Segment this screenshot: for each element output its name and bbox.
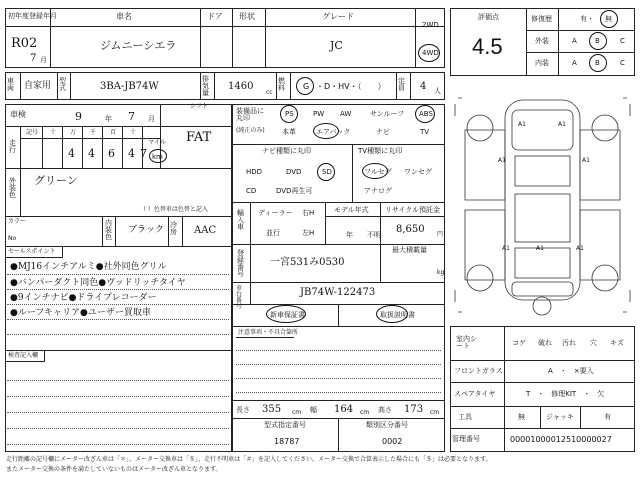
tools-value: 無 [518,413,525,421]
mileage-digit-3: 4 [128,147,135,160]
grade-value: JC [330,39,343,52]
footer-line-2: またメーター交換の条件を満たしていないものはメーター改ざん車となります。 [6,466,222,473]
length-label: 長さ [236,406,250,414]
ext-label: 外装 [535,37,549,45]
type-num-value: 18787 [274,437,300,446]
drive-4wd-circle [418,44,440,62]
notes-label: 注意事項・不具合箇所 [238,329,299,336]
model-year-label: モデル年式 [334,206,369,214]
exterior-label: 外装色 [9,177,16,199]
equip-aw: AW [340,110,352,118]
chassis-label: 車台番号 [236,285,243,310]
navi-dvd: DVD [286,168,302,176]
repair-label: 修復歴 [531,15,552,23]
reg-year: R02 [11,36,38,51]
equipment-label: 装備品に丸印 [236,107,264,122]
repair-no: 無 [605,15,612,23]
shape-label: 形状 [239,12,255,21]
equip-airbag-circle [313,123,339,139]
fuel-label: 燃料 [278,77,285,92]
mgmt-value: 0000100001251000002​7 [510,435,612,444]
mark-a1-4: A1 [502,245,510,252]
height-cm: cm [430,409,440,416]
ext-b-circle [589,32,607,50]
km-unit: km [152,153,163,161]
repair-yes: 有・ [580,15,594,23]
model-value: 3BA-JB74W [100,81,159,92]
tv-oneseg: ワンセグ [404,168,432,176]
recycle-value: 8,650 [396,224,425,235]
exterior-note: （ ）色替車は色替と記入 [140,206,208,213]
equip-ps: PS [285,110,294,118]
mileage-header-5: 十 [130,129,137,136]
seat-label: 室内シート [456,335,477,350]
mileage-header-4: 百 [110,129,117,136]
mileage-header-1: 十 [50,129,57,136]
door-label: ドア [207,12,223,21]
length-value: 355 [262,404,282,415]
ext-a: A [572,37,577,45]
width-value: 164 [334,404,354,415]
shift-value: FAT [186,130,212,145]
car-name: ジムニーシエラ [100,39,177,52]
seat-item-4: キズ [610,339,624,347]
use-value: 自家用 [24,81,52,91]
score-value: 4.5 [472,34,503,59]
inspection-month: 7 [128,110,135,123]
drive-2wd: 2WD [422,21,439,29]
capacity-label: 定員 [398,77,405,92]
car-name-label: 車名 [116,12,132,21]
exterior-color: グリーン [34,174,78,187]
int-c: C [620,59,625,67]
color-no-label: カラー [8,218,27,225]
warranty-circle [266,305,306,323]
model-year-value: 年 不明 [346,231,381,239]
mileage-header-6: マイル [148,139,166,146]
int-color-label: 内装色 [105,219,112,241]
equipment-sub: (純正のみ) [236,127,265,134]
max-load-label: 最大積載量 [392,246,427,254]
seat-item-0: コゲ [512,339,526,347]
mileage-header-3: 千 [90,129,97,136]
cc-unit: cc [266,89,273,96]
ext-c: C [620,37,625,45]
reg-number-label: 登録番号 [237,249,244,278]
manual-circle [376,305,408,323]
int-color-value: ブラック [128,225,164,235]
score-label: 評価点 [478,13,499,21]
mark-a1-2: A1 [498,157,506,164]
import-lh: 左H [302,229,315,237]
shift-label: シフト [190,103,209,110]
spare-label: スペアタイヤ [454,390,496,398]
tools-label: 工具 [458,413,472,421]
width-label: 幅 [310,406,317,414]
grade-label: グレード [322,12,354,21]
fuel-g-circle [296,77,314,95]
mark-a1-0: A1 [518,121,526,128]
int-b-circle [589,54,607,72]
sales-line-2: ●9インチナビ●ドライブレコーダー [10,293,157,303]
mileage-digit-4-shown: 7 [140,147,147,160]
recycle-label: リサイクル預託金 [385,206,441,214]
tv-fullseg: フルセグ [364,168,392,176]
inspection-m: 月 [148,115,155,123]
car-diagram [450,90,635,318]
tv-label: TV種類に丸印 [358,147,403,155]
class-num-label: 類別区分番号 [366,421,408,429]
sales-line-3: ●ルーフキャリア●ユーザー買取車 [10,308,151,318]
navi-label: ナビ種類に丸印 [262,147,311,155]
inspection-label: 車検 [10,110,26,119]
jack-value: 有 [604,413,611,421]
mileage-digit-2: 6 [108,147,115,160]
width-cm: cm [360,409,370,416]
manual: 取扱説明書 [380,311,415,319]
height-value: 173 [404,404,424,415]
chassis-value: JB74W-122473 [300,287,376,298]
inspection-year: 9 [75,110,82,123]
jack-label: ジャッキ [546,413,574,421]
equip-navi: ナビ [376,128,390,136]
displacement-value: 1460 [228,81,254,92]
equip-abs: ABS [419,110,433,118]
import-other: 並行 [266,229,280,237]
yen-unit: 円 [437,231,444,238]
navi-cd: CD [246,187,257,195]
front-glass-label: フロントガラス [454,367,503,375]
seat-item-1: 破れ [538,339,552,347]
mgmt-label: 管理番号 [452,435,480,443]
ac-label: 冷房 [170,221,177,236]
mark-a1-6: A1 [536,245,544,252]
month-unit: 月 [40,56,47,64]
class-num-value: 0002 [382,437,403,446]
type-label: 型式 [59,77,66,92]
equip-leather: 本革 [282,128,296,136]
equip-ps-circle [280,105,298,123]
reg-number: 一宮531み0530 [270,257,345,268]
reg-month: 7 [30,53,37,64]
no-label: No [8,235,17,242]
footer-line-1: 走行距離の記号欄にメーター改ざん車は「＊」、メーター交換車は「＄」、走行不明車は「＃」を記入してください。メーター交換で合算表示した場合にも「＄」は必要となります。 [6,456,492,463]
equip-abs-circle [415,105,435,123]
inspector-label: 検査記入欄 [8,352,39,359]
mark-a1-1: A1 [558,121,566,128]
spare-value: T ・ 修理KIT ・ 欠 [526,390,605,398]
import-dealer: ディーラー [258,209,293,217]
tv-analog: アナログ [364,187,392,195]
inspection-y: 年 [105,115,112,123]
mileage-header-2: 万 [70,129,77,136]
int-label: 内装 [535,59,549,67]
seat-item-3: 穴 [590,339,597,347]
kg-unit: kg [437,269,445,276]
fuel-rest: ・D・HV・（ ） [316,82,386,91]
tv-fullseg-circle [362,163,388,179]
height-label: 高さ [378,406,392,414]
mileage-label: 走行 [9,139,16,154]
mileage-header-0: 記号 [26,129,39,136]
fuel-g: G [303,82,310,91]
import-rh: 右H [302,209,315,217]
equip-tv: TV [420,128,430,136]
import-label: 輸入車 [237,209,244,231]
equip-sunroof: サンルーフ [370,110,405,118]
int-b: B [595,59,600,67]
mileage-digit-0: 4 [68,147,75,160]
type-num-label: 型式指定番号 [264,421,306,429]
ext-b: B [595,37,600,45]
navi-hdd: HDD [246,168,263,176]
int-a: A [572,59,577,67]
front-glass-value: A ・ ×要入 [548,367,594,375]
new-warranty: 新車保証書 [270,311,305,319]
length-cm: cm [292,409,302,416]
equip-airbag: エアバック [316,128,351,136]
use-label: 車両 [7,77,14,92]
ac-value: AAC [194,225,217,236]
navi-sd-circle [317,163,335,181]
sales-label: セールスポイント [8,248,56,255]
drive-4wd: 4WD [422,49,439,57]
seat-item-2: 汚れ [562,339,576,347]
person-unit: 人 [434,87,441,95]
repair-no-circle [600,10,618,28]
km-circle [149,149,167,163]
disp-label: 排気量 [202,75,209,97]
header-box [5,8,445,68]
sales-line-0: ●MJ16インチアルミ●社外同色グリル [10,262,167,272]
navi-sd: SD [322,168,332,176]
mark-a1-5: A1 [576,245,584,252]
sales-line-1: ●バンパーダクト同色●ヴッドリッチタイヤ [10,278,186,288]
mark-a1-3: A1 [582,157,590,164]
navi-dvd-play: DVD再生可 [276,187,313,195]
capacity-value: 4 [420,81,427,92]
mileage-digit-1: 4 [88,147,95,160]
equip-pw: PW [313,110,325,118]
first-reg-label: 初年度登録年月 [8,12,57,20]
